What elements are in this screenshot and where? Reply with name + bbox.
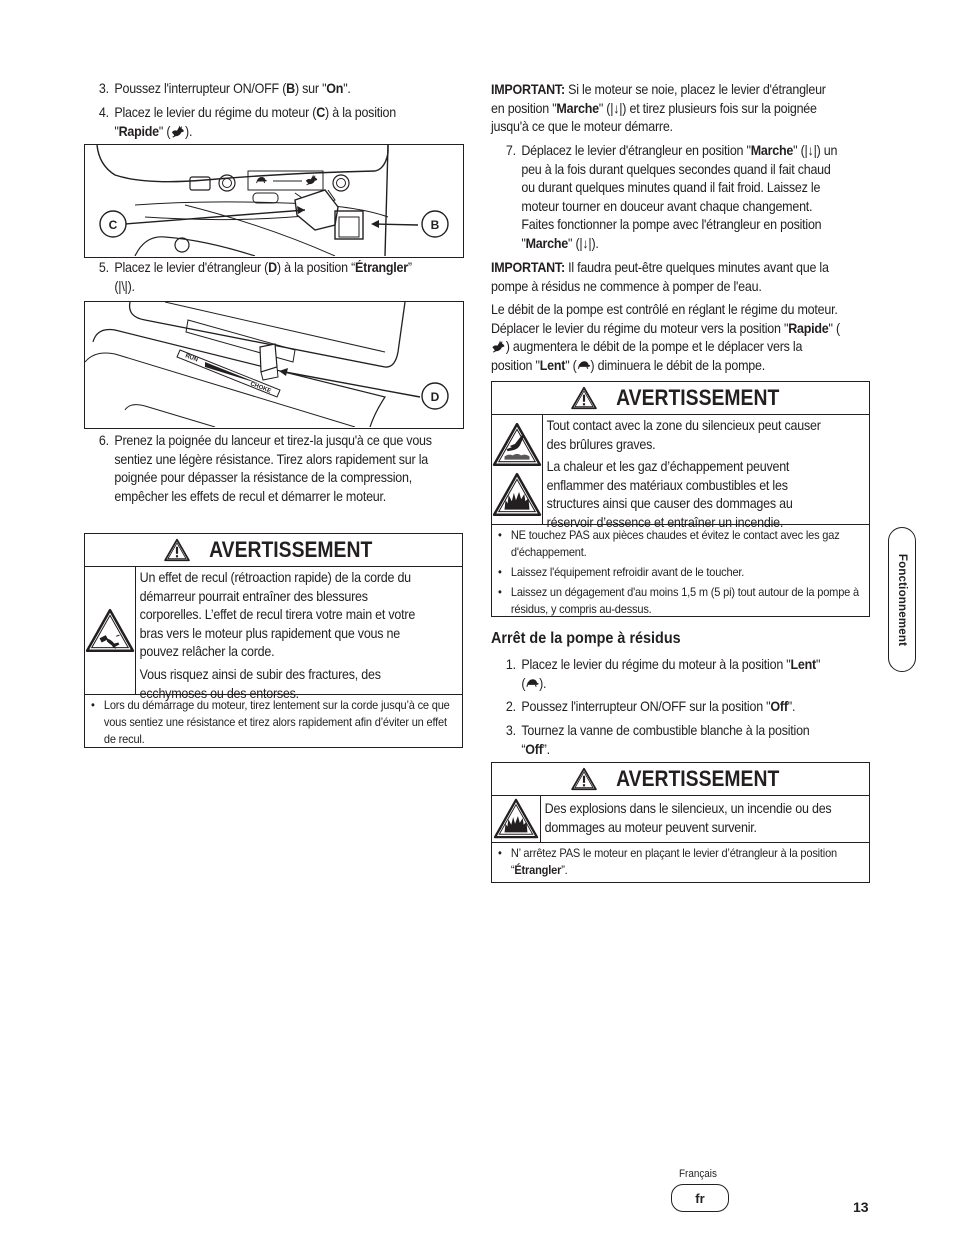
step-4: 4. Placez le levier du régime du moteur (C) à la position "Rapide" ( ). (98, 105, 396, 139)
kickback-hazard-icon (85, 608, 135, 654)
section-side-tab-label: Fonctionnement (896, 553, 908, 647)
warning-bullet: • Laissez un dégagement d'au moins 1,5 m (5 pi) tout autour de la pompe à résidus, y compris au-dessus. (498, 585, 859, 616)
rabbit-icon (170, 125, 185, 138)
alert-triangle-icon (164, 538, 190, 562)
figure-choke-lever (84, 301, 464, 429)
warning-bullet: • N’ arrêtez PAS le moteur en plaçant le levier d’étrangleur à la position “Étrangler”. (498, 846, 837, 877)
warning-text: Des explosions dans le silencieux, un incendie ou des dommages au moteur peuvent survenir. (545, 801, 832, 835)
step-6: 6. Prenez la poignée du lanceur et tirez-la jusqu'à ce que vous sentiez une légère résistance. Tirez alors rapidement sur la poignée pour dépasser la résistance de la compression, empêcher les effets de recul et démarrer le moteur. (98, 433, 432, 504)
warning-bullet: • Laissez l'équipement refroidir avant de le toucher. (498, 565, 745, 579)
svg-text:B: B (430, 218, 440, 232)
rabbit-icon (491, 340, 506, 353)
warning-hot-surface (491, 381, 870, 617)
figure-speed-lever (84, 144, 464, 258)
alert-triangle-icon (571, 386, 597, 410)
fire-hazard-icon (493, 798, 539, 840)
warning-kickback (84, 533, 463, 748)
warning-header: AVERTISSEMENT (492, 382, 869, 415)
turtle-icon (525, 678, 539, 688)
warning-explosion (491, 762, 870, 883)
svg-text:D: D (430, 390, 440, 404)
important-note-flooded: IMPORTANT: Si le moteur se noie, placez le levier d'étrangleur en position "Marche" (|↓|) et tirez plusieurs fois sur la poignée jusqu'à ce que le moteur démarre. (491, 82, 826, 135)
fire-hazard-icon (492, 472, 542, 518)
warning-bullet: • NE touchez PAS aux pièces chaudes et évitez le contact avec les gaz d'échappement. (498, 528, 840, 559)
warning-bullet: • Lors du démarrage du moteur, tirez lentement sur la corde jusqu’à ce que vous sentiez une résistance et tirez alors rapidement afin d’éviter un effet de recul. (91, 698, 450, 746)
warning-header: AVERTISSEMENT (492, 763, 869, 796)
svg-text:RUN: RUN (184, 353, 199, 364)
warning-text: Tout contact avec la zone du silencieux peut causer des brûlures graves. (546, 418, 821, 452)
hot-surface-icon (492, 422, 542, 468)
stop-step-2: 2. Poussez l'interrupteur ON/OFF sur la position "Off". (505, 699, 796, 714)
stop-step-3: 3. Tournez la vanne de combustible blanche à la position “Off”. (505, 723, 810, 757)
alert-triangle-icon (571, 767, 597, 791)
step-5: 5. Placez le levier d'étrangleur (D) à la position “Étrangler” (|\|). (98, 260, 412, 294)
flow-rate-paragraph: Le débit de la pompe est contrôlé en réglant le régime du moteur. Déplacer le levier du régime du moteur vers la position "Rapide" () augmentera le débit de la pompe et le déplacer vers la position "Lent" ( ) diminuera le débit de la pompe. (491, 302, 840, 373)
stop-step-1: 1. Placez le levier du régime du moteur à la position "Lent" ( ). (505, 657, 821, 691)
language-label: Français (679, 1168, 717, 1180)
warning-text: Vous risquez ainsi de subir des fractures, des ecchymoses ou des entorses. (139, 666, 381, 701)
important-note-priming: IMPORTANT: Il faudra peut-être quelques minutes avant que la pompe à résidus ne commence à pomper de l'eau. (491, 260, 829, 294)
turtle-icon (577, 360, 591, 370)
warning-header: AVERTISSEMENT (85, 534, 462, 567)
choke-symbol-icon: |\| (118, 278, 128, 294)
warning-text: Un effet de recul (rétroaction rapide) de la corde du démarreur pourrait entraîner des blessures corporelles. L’effet de recul tirera votre main et votre bras vers le moteur plus rapidement que vous ne pouvez relâcher la corde. (139, 570, 416, 660)
section-heading-stop-pump: Arrêt de la pompe à résidus (491, 630, 681, 647)
step-7: 7. Déplacez le levier d'étrangleur en position "Marche" (|↓|) un peu à la fois durant quelques secondes quand il fait chaud ou durant quelques minutes quand il fait froid. Laissez le moteur tourner en douceur avant chaque changement. Faites fonctionner la pompe avec l'étrangleur en position "Marche" (|↓|). (505, 143, 838, 251)
language-code-badge: fr (671, 1184, 729, 1212)
warning-text: La chaleur et les gaz d’échappement peuvent enflammer des matériaux combustibles et les structures ainsi que causer des dommages au réservoir d’essence et entraîner un incendie. (546, 459, 793, 530)
page-number: 13 (853, 1199, 869, 1215)
step-3: 3. Poussez l'interrupteur ON/OFF (B) sur "On". (98, 81, 351, 96)
svg-text:CHOKE: CHOKE (249, 381, 272, 395)
svg-text:C: C (108, 218, 118, 232)
